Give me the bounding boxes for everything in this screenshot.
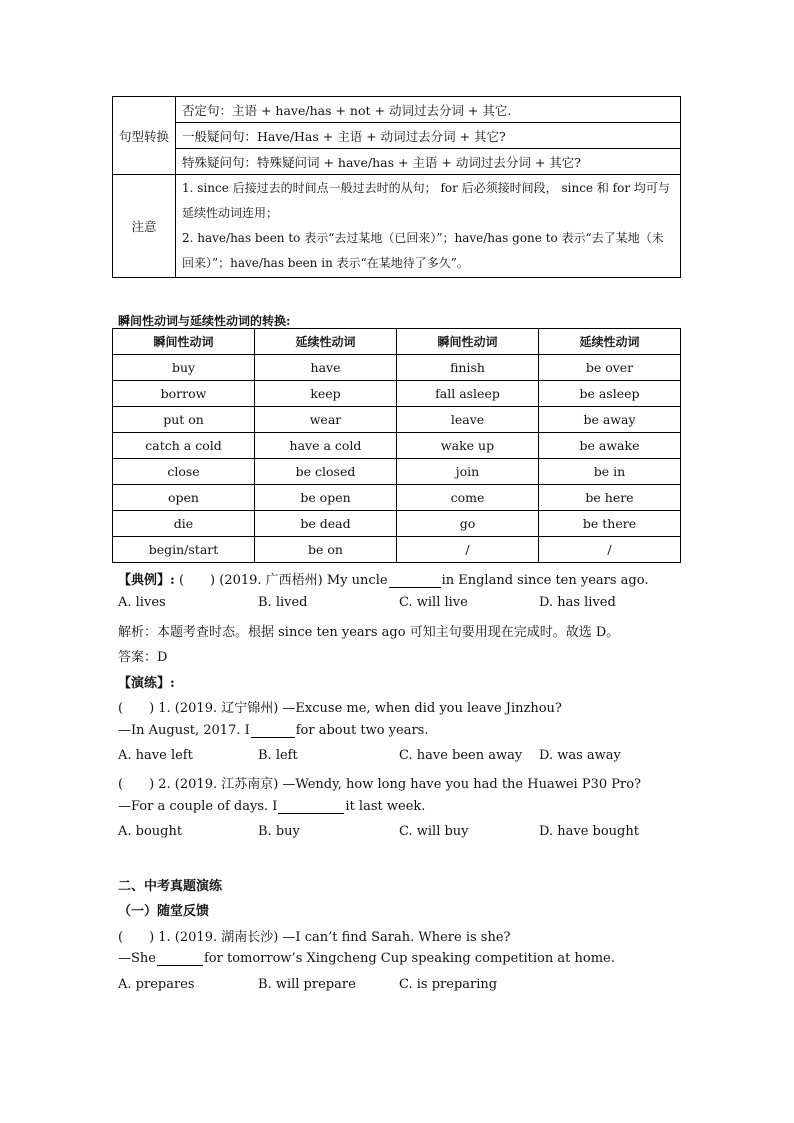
table-row xyxy=(113,459,681,485)
table-cell: be over xyxy=(539,355,681,381)
option-b[interactable]: B. left xyxy=(258,748,298,763)
table-cell: be asleep xyxy=(539,381,681,407)
option-d[interactable]: D. was away xyxy=(539,748,621,763)
option-a[interactable]: A. lives xyxy=(118,595,166,610)
table-cell: put on xyxy=(113,407,255,433)
practice-label: 【演练】: xyxy=(118,676,175,691)
option-b[interactable]: B. will prepare xyxy=(258,977,356,992)
option-b[interactable]: B. buy xyxy=(258,824,300,839)
table-cell: open xyxy=(113,485,255,511)
table-row xyxy=(113,381,681,407)
table-cell: keep xyxy=(255,381,397,407)
note-label: 注意 xyxy=(113,175,176,278)
grammar-table xyxy=(112,96,681,278)
header-cell: 瞬间性动词 xyxy=(397,329,539,355)
practice-q2-head: ( ) 2. (2019. 江苏南京) —Wendy, how long have you had the Huawei P30 Pro? xyxy=(118,777,641,792)
table-cell: wake up xyxy=(397,433,539,459)
answer-blank[interactable] xyxy=(389,575,441,588)
verb-section-title: 瞬间性动词与延续性动词的转换: xyxy=(118,314,291,328)
table-cell: wear xyxy=(255,407,397,433)
table-cell: be here xyxy=(539,485,681,511)
option-c[interactable]: C. have been away xyxy=(399,748,523,763)
header-cell: 延续性动词 xyxy=(539,329,681,355)
table-cell: come xyxy=(397,485,539,511)
special-question-pattern: 特殊疑问句：特殊疑问词 + have/has + 主语 + 动词过去分词 + 其它? xyxy=(176,149,681,175)
table-row xyxy=(113,511,681,537)
table-cell: catch a cold xyxy=(113,433,255,459)
example-label: 【典例】: xyxy=(118,573,175,588)
stem-after: for about two years. xyxy=(295,723,429,738)
table-cell: / xyxy=(397,537,539,563)
stem-before: —She xyxy=(118,951,156,966)
table-cell: / xyxy=(539,537,681,563)
header-cell: 延续性动词 xyxy=(255,329,397,355)
note-2: 2. have/has been to 表示“去过某地（已回来）”；have/has gone to 表示“去了某地（未回来）”；have/has been in 表示“在某地待了多久”。 xyxy=(182,231,664,270)
note-cell xyxy=(176,175,681,278)
general-question-pattern: 一般疑问句：Have/Has + 主语 + 动词过去分词 + 其它? xyxy=(176,123,681,149)
option-a[interactable]: A. bought xyxy=(118,824,183,839)
answer-blank[interactable] xyxy=(278,801,344,814)
stem-before: —For a couple of days. I xyxy=(118,799,278,814)
section2-q1-head: ( ) 1. (2019. 湖南长沙) —I can’t find Sarah. Where is she? xyxy=(118,930,511,945)
table-cell: have a cold xyxy=(255,433,397,459)
table-cell: join xyxy=(397,459,539,485)
practice-q2-line2 xyxy=(118,799,425,814)
table-cell: be there xyxy=(539,511,681,537)
section2-q1-line2 xyxy=(118,951,615,966)
practice-q1-head: ( ) 1. (2019. 辽宁锦州) —Excuse me, when did you leave Jinzhou? xyxy=(118,701,562,716)
table-cell: be closed xyxy=(255,459,397,485)
answer-paren[interactable]: ( ) xyxy=(178,573,216,588)
table-cell: finish xyxy=(397,355,539,381)
table-cell: die xyxy=(113,511,255,537)
answer-blank[interactable] xyxy=(157,953,203,966)
table-cell: have xyxy=(255,355,397,381)
stem-before: —In August, 2017. I xyxy=(118,723,250,738)
section2-subtitle: （一）随堂反馈 xyxy=(118,904,210,919)
option-c[interactable]: C. is preparing xyxy=(399,977,498,992)
table-cell: borrow xyxy=(113,381,255,407)
table-row xyxy=(113,355,681,381)
answer-blank[interactable] xyxy=(251,725,295,738)
table-cell: fall asleep xyxy=(397,381,539,407)
example-question xyxy=(118,569,648,588)
stem-after: for tomorrow’s Xingcheng Cup speaking competition at home. xyxy=(203,951,615,966)
table-row xyxy=(113,537,681,563)
sentence-pattern-label: 句型转换 xyxy=(113,97,176,175)
table-cell: be away xyxy=(539,407,681,433)
stem-after: it last week. xyxy=(345,799,426,814)
table-cell: be dead xyxy=(255,511,397,537)
option-a[interactable]: A. have left xyxy=(118,748,193,763)
table-row xyxy=(113,433,681,459)
header-cell: 瞬间性动词 xyxy=(113,329,255,355)
example-answer: 答案：D xyxy=(118,650,168,665)
option-c[interactable]: C. will live xyxy=(399,595,468,610)
stem-before: My uncle xyxy=(326,573,388,588)
table-cell: be awake xyxy=(539,433,681,459)
stem-after: in England since ten years ago. xyxy=(441,573,649,588)
table-cell: be on xyxy=(255,537,397,563)
option-b[interactable]: B. lived xyxy=(258,595,308,610)
practice-q1-line2 xyxy=(118,723,428,738)
table-cell: buy xyxy=(113,355,255,381)
option-d[interactable]: D. have bought xyxy=(539,824,639,839)
negative-pattern: 否定句：主语 + have/has + not + 动词过去分词 + 其它. xyxy=(176,97,681,123)
table-cell: leave xyxy=(397,407,539,433)
table-cell: begin/start xyxy=(113,537,255,563)
question-source: (2019. 广西梧州) xyxy=(219,573,323,588)
note-1: 1. since 后接过去的时间点一般过去时的从句； for 后必须接时间段， since 和 for 均可与延续性动词连用； xyxy=(182,181,670,220)
verb-table xyxy=(112,328,681,563)
table-row xyxy=(113,407,681,433)
example-analysis: 解析：本题考查时态。根据 since ten years ago 可知主句要用现在完成时。故选 D。 xyxy=(118,625,620,640)
table-cell: close xyxy=(113,459,255,485)
table-cell: go xyxy=(397,511,539,537)
table-cell: be in xyxy=(539,459,681,485)
table-row xyxy=(113,485,681,511)
option-a[interactable]: A. prepares xyxy=(118,977,195,992)
option-d[interactable]: D. has lived xyxy=(539,595,616,610)
section2-title: 二、中考真题演练 xyxy=(118,879,223,894)
table-cell: be open xyxy=(255,485,397,511)
option-c[interactable]: C. will buy xyxy=(399,824,469,839)
